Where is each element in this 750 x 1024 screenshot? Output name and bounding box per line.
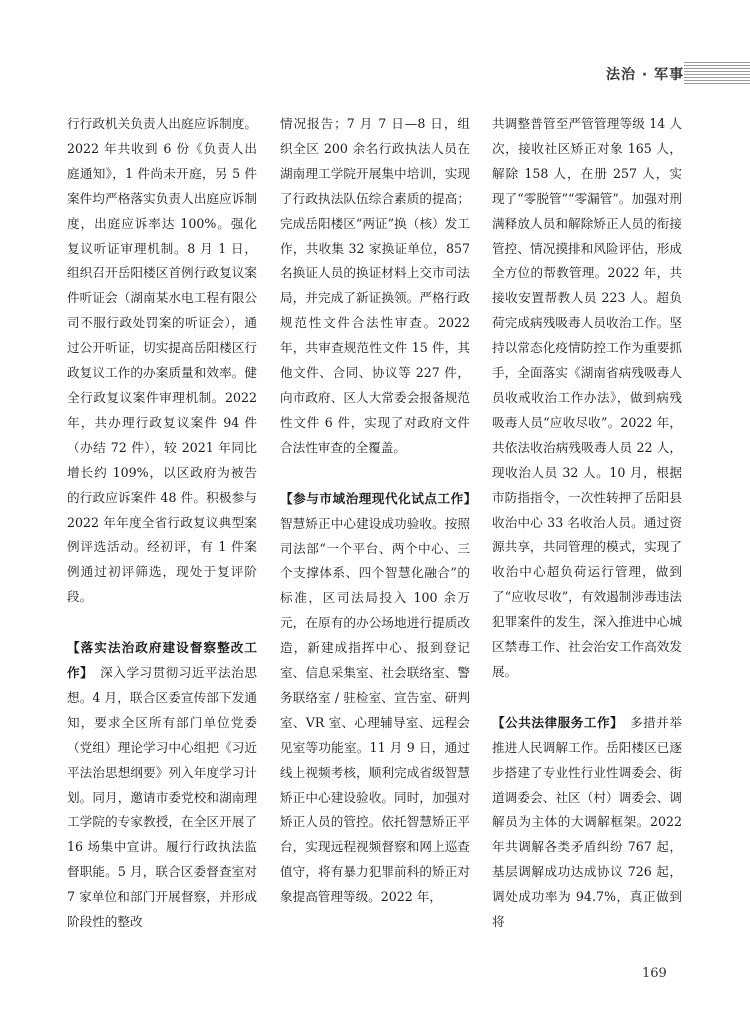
paragraph-text: 智慧矫正中心建设成功验收。按照司法部“一个平台、两个中心、三个支撑体系、四个智慧化融合”的标准，区司法局投入 100 余万元，在原有的办公场地进行提质改造，新建成指挥中心、报到登记室、信息采集室、社会联络室、警务联络室 / 驻检室、宣告室、研判室、VR 室、心理辅导室、远程会见室等功能室。11 月 9 日，通过线上视频考核，顺利完成省级智慧矫正中心建设验收。同时，加强对矫正人员的管控。依托智慧矫正平台，实现远程视频督察和网上巡查值守，将有暴力犯罪前科的矫正对象提高管理等级。2022 年， (280, 515, 470, 905)
paragraph: 行行政机关负责人出庭应诉制度。2022 年共收到 6 份《负责人出庭通知》，1 件尚未开庭，另 5 件案件均严格落实负责人出庭应诉制度，出庭应诉率达 100%。强化复议听证审理机制。8 月 1 日，组织召开岳阳楼区首例行政复议案件听证会（湖南某水电工程有限公司不服行政处罚案的听证会），通过公开听证，切实提高岳阳楼区行政复议工作的办案质量和效率。健全行政复议案件审理机制。2022 年，共办理行政复议案件 94 件（办结 72 件），较 2021 年同比增长约 109%，以区政府为被告的行政应诉案件 48 件。积极参与 2022 年年度全省行政复议典型案例评选活动。经初评，有 1 件案例通过初评筛选，现处于复评阶段。 (67, 116, 257, 605)
paragraph-gap (492, 685, 682, 711)
paragraph: 共调整普管至严管管理等级 14 人次，接收社区矫正对象 165 人，解除 158 人，在册 257 人，实现了“零脱管”“零漏管”。加强对刑满释放人员和解除矫正人员的衔接管控、情况摸排和风险评估，形成全方位的帮教管理。2022 年，共接收安置帮教人员 223 人。超负荷完成病残吸毒人员收治工作。坚持以常态化疫情防控工作为重要抓手，全面落实《湖南省病残吸毒人员收戒收治工作办法》，做到病残吸毒人员“应收尽收”。2022 年，共依法收治病残吸毒人员 22 人，现收治人员 32 人。10 月，根据市防指指令，一次性转押了岳阳县收治中心 33 名收治人员。通过资源共享，共同管理的模式，实现了收治中心超负荷运行管理，做到了“应收尽收”，有效遏制涉毒违法犯罪案件的发生，深入推进中心城区禁毒工作、社会治安工作高效发展。 (492, 116, 682, 679)
section-paragraph (67, 636, 257, 935)
section-header-title: 法治 · 军事 (606, 67, 685, 83)
text-column-1 (67, 112, 257, 935)
text-column-2 (280, 112, 470, 910)
paragraph-text: 多措并举推进人民调解工作。岳阳楼区已逐步搭建了专业性行业性调委会、街道调委会、社区（村）调委会、调解员为主体的大调解框架。2022 年共调解各类矛盾纠纷 767 起，基层调解成功达成协议 726 起，调处成功率为 94.7%，真正做到将 (492, 714, 683, 930)
section-title: 【落实法治政府建设督察整改工作】 (67, 640, 257, 681)
paragraph: 情况报告；7 月 7 日—8 日，组织全区 200 余名行政执法人员在湖南理工学院开展集中培训，实现了行政执法队伍综合素质的提高；完成岳阳楼区“两证”换（核）发工作，共收集 32 家换证单位，857 名换证人员的换证材料上交市司法局，并完成了新证换领。严格行政规范性文件合法性审查。2022 年，共审查规范性文件 15 件，其他文件、合同、协议等 227 件，向市政府、区人大常委会报备规范性文件 6 件，实现了对政府文件合法性审查的全覆盖。 (280, 116, 470, 455)
page-number: 169 (642, 966, 667, 981)
paragraph-text: 深入学习贯彻习近平法治思想。4 月，联合区委宣传部下发通知，要求全区所有部门单位党委（党组）理论学习中心组把《习近平法治思想纲要》列入年度学习计划。同月，邀请市委党校和湖南理工学院的专家教授，在全区开展了 16 场集中宣讲。履行行政执法监督职能。5 月，联合区委督查室对 7 家单位和部门开展督察，并形成阶段性的整改 (67, 665, 258, 930)
header-decorative-lines (684, 62, 750, 84)
section-title: 【参与市域治理现代化试点工作】 (280, 490, 470, 506)
paragraph-gap (280, 461, 470, 487)
section-title: 【公共法律服务工作】 (492, 714, 617, 730)
section-paragraph (280, 487, 470, 910)
paragraph-gap (67, 610, 257, 636)
text-column-3 (492, 112, 682, 935)
section-paragraph (492, 711, 682, 935)
